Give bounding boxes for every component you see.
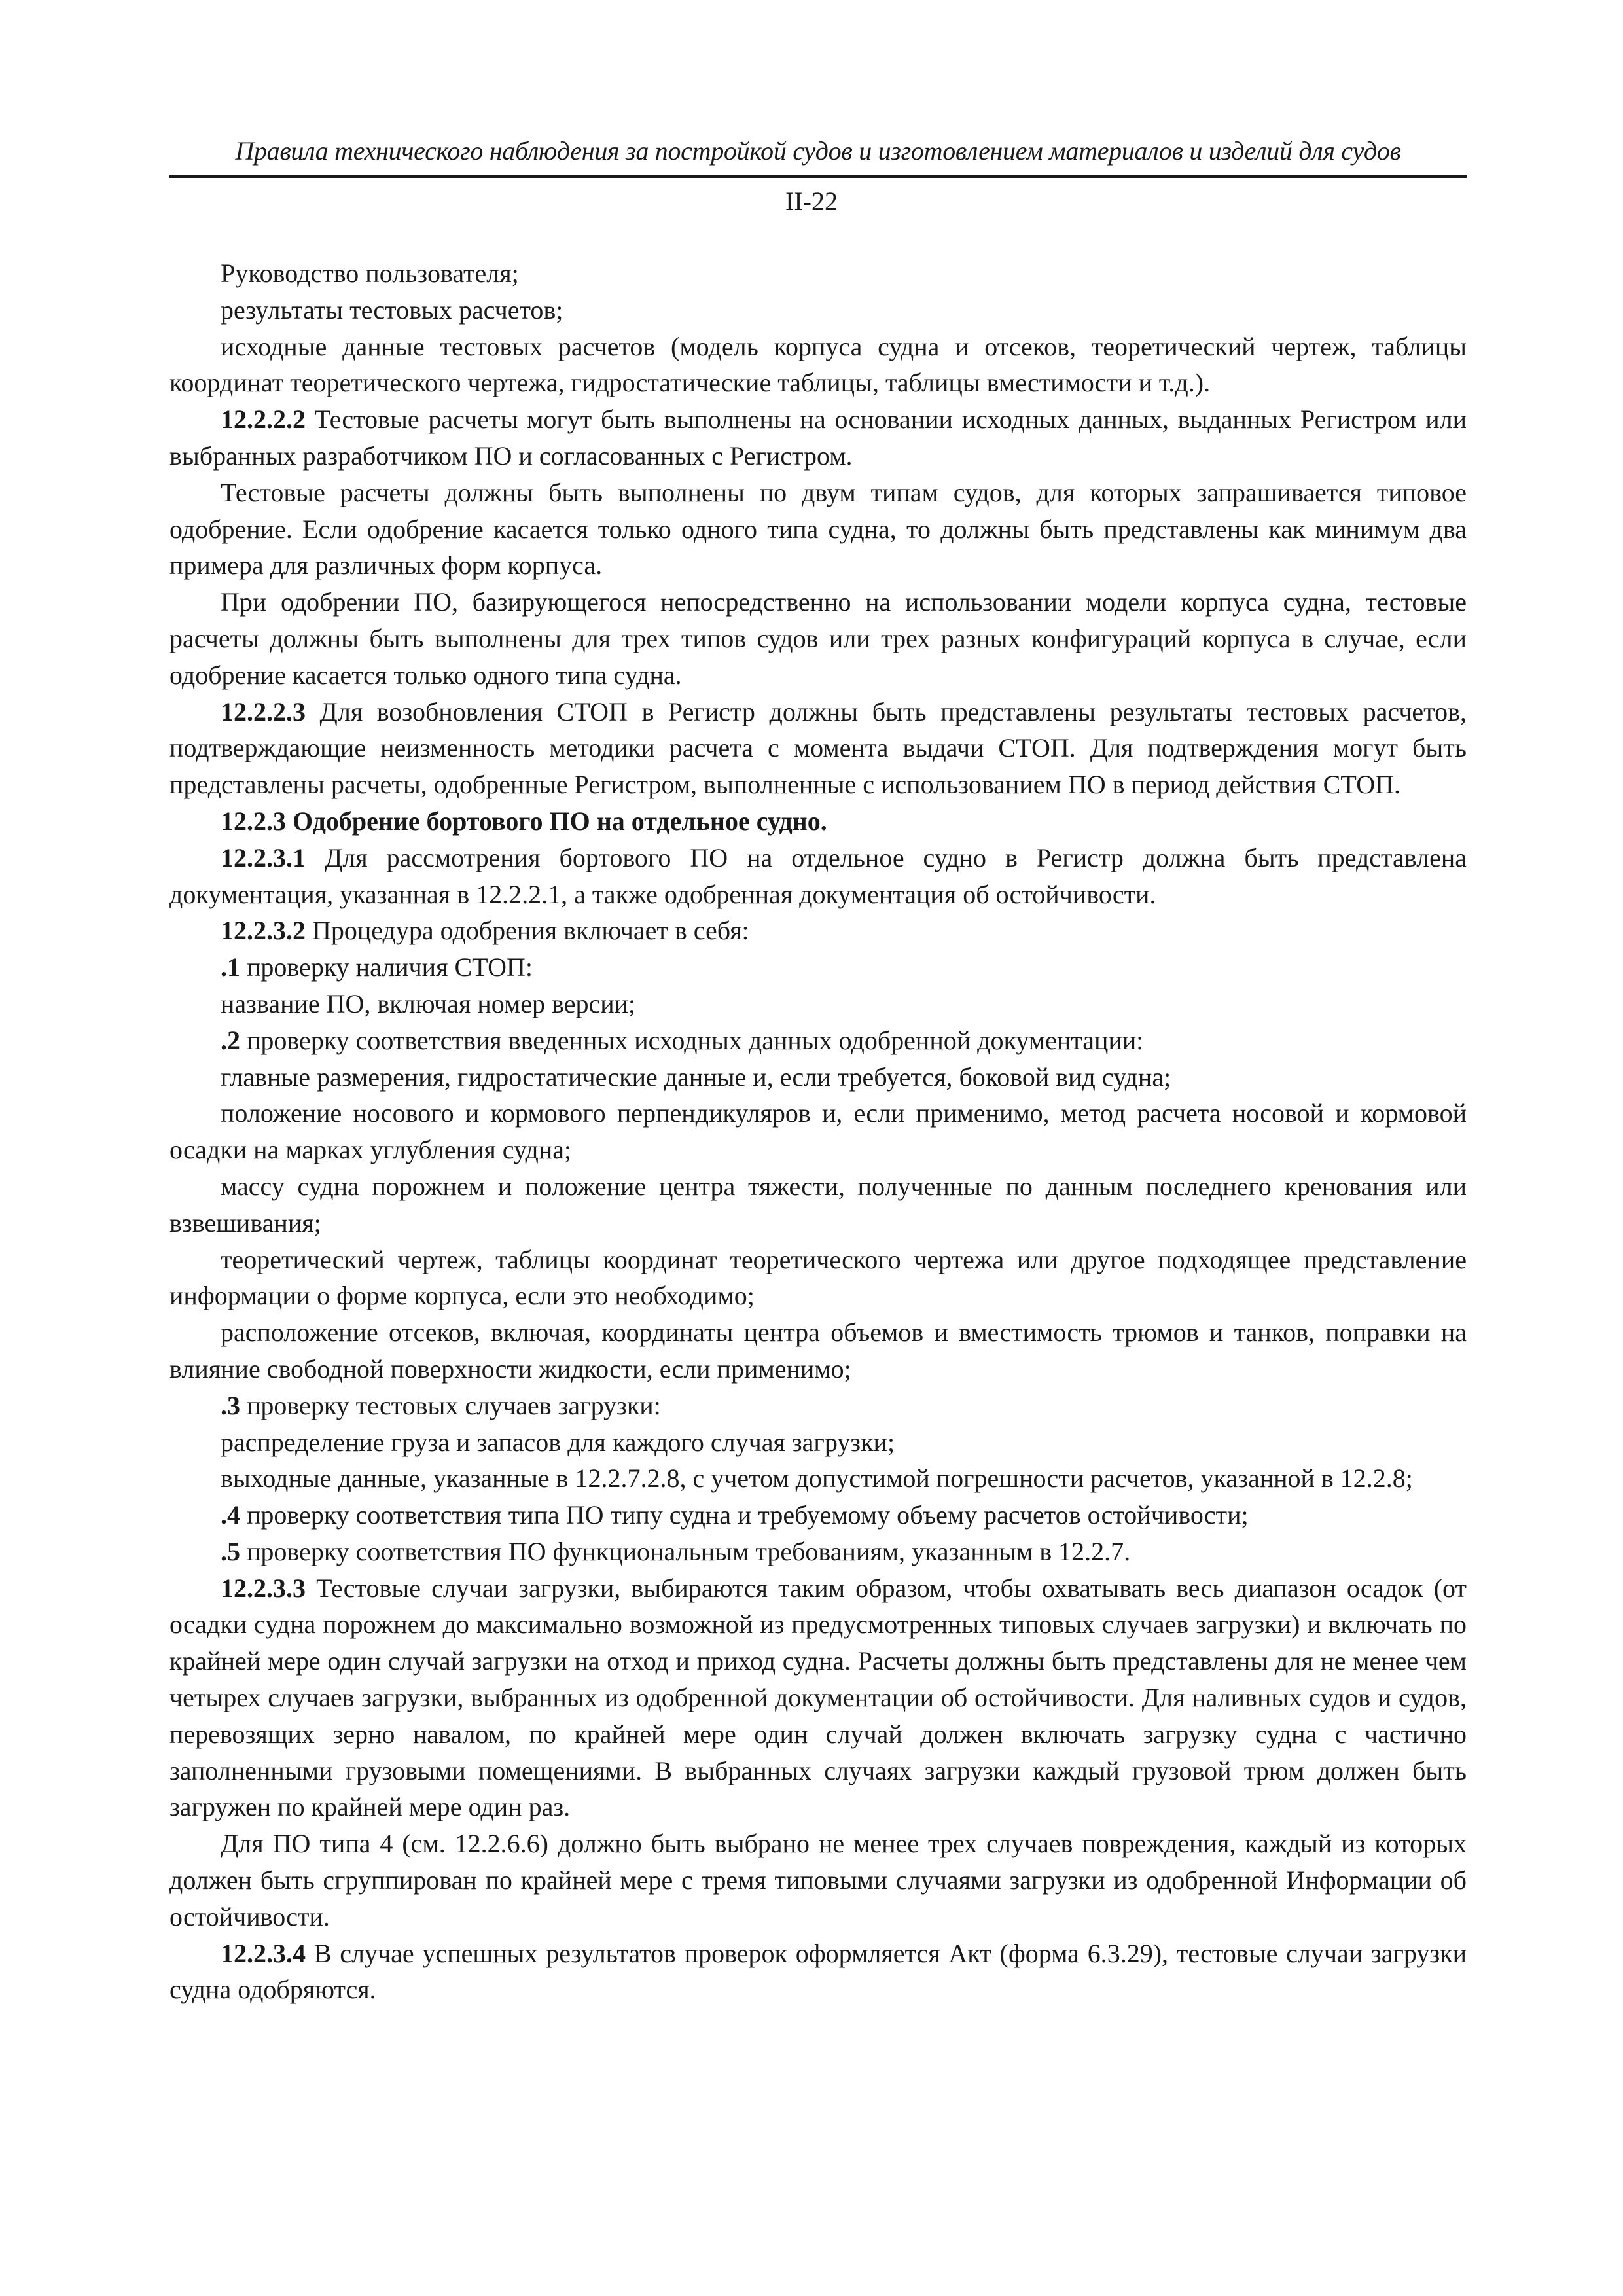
paragraph bbox=[169, 1570, 1467, 1826]
paragraph-text: результаты тестовых расчетов; bbox=[221, 295, 563, 325]
paragraph bbox=[169, 840, 1467, 913]
paragraph-text: В случае успешных результатов проверок оформляется Акт (форма 6.3.29), тестовые случаи загрузки судна одобряются. bbox=[169, 1938, 1467, 2005]
paragraph bbox=[169, 584, 1467, 693]
paragraph-text: Для ПО типа 4 (см. 12.2.6.6) должно быть выбрано не менее трех случаев повреждения, каждый из которых должен быть сгруппирован по крайней мере с тремя типовыми случаями загрузки из одобренной Информации об остойчивости. bbox=[169, 1829, 1467, 1931]
paragraph-text: проверку соответствия ПО функциональным требованиям, указанным в 12.2.7. bbox=[240, 1536, 1131, 1566]
paragraph bbox=[169, 401, 1467, 475]
paragraph bbox=[169, 1095, 1467, 1168]
section-heading bbox=[169, 803, 1467, 840]
paragraph bbox=[169, 1168, 1467, 1242]
list-item bbox=[169, 949, 1467, 986]
paragraph-text: расположение отсеков, включая, координаты центра объемов и вместимость трюмов и танков, поправки на влияние свободной поверхности жидкости, если применимо; bbox=[169, 1318, 1467, 1384]
paragraph bbox=[169, 1242, 1467, 1315]
clause-number: 12.2.3.3 bbox=[221, 1573, 306, 1603]
clause-number: 12.2.3.1 bbox=[221, 842, 306, 872]
paragraph-text: выходные данные, указанные в 12.2.7.2.8, с учетом допустимой погрешности расчетов, указанной в 12.2.8; bbox=[221, 1463, 1413, 1494]
paragraph-text: Процедура одобрения включает в себя: bbox=[306, 916, 749, 946]
paragraph bbox=[169, 255, 1467, 292]
page-number: II-22 bbox=[785, 187, 838, 216]
header-divider bbox=[169, 175, 1467, 178]
paragraph-text: главные размерения, гидростатические данные и, если требуется, боковой вид судна; bbox=[221, 1062, 1171, 1092]
paragraph-text: При одобрении ПО, базирующегося непосредственно на использовании модели корпуса судна, тестовые расчеты должны быть выполнены для трех типов судов или трех разных конфигураций корпуса в случае, если одобрение касается только одного типа судна. bbox=[169, 587, 1467, 690]
paragraph-text: название ПО, включая номер версии; bbox=[221, 988, 636, 1018]
paragraph bbox=[169, 694, 1467, 803]
list-item-number: .3 bbox=[221, 1390, 240, 1420]
paragraph bbox=[169, 1460, 1467, 1497]
paragraph bbox=[169, 912, 1467, 949]
list-item bbox=[169, 1497, 1467, 1534]
section-title: 12.2.3 Одобрение бортового ПО на отдельное судно. bbox=[221, 806, 827, 836]
paragraph-text: Для рассмотрения бортового ПО на отдельное судно в Регистр должна быть представлена документация, указанная в 12.2.2.1, а также одобренная документация об остойчивости. bbox=[169, 842, 1467, 909]
list-item bbox=[169, 1388, 1467, 1424]
list-item-number: .2 bbox=[221, 1025, 240, 1055]
paragraph bbox=[169, 475, 1467, 584]
paragraph bbox=[169, 1424, 1467, 1461]
paragraph bbox=[169, 986, 1467, 1022]
list-item bbox=[169, 1022, 1467, 1059]
clause-number: 12.2.2.3 bbox=[221, 696, 306, 726]
paragraph-text: Тестовые случаи загрузки, выбираются таким образом, чтобы охватывать весь диапазон осадок (от осадки судна порожнем до максимально возможной из предусмотренных типовых случаев загрузки) и включать по крайней мере один случай загрузки на отход и приход судна. Расчеты должны быть представлены для не менее чем четырех случаев загрузки, выбранных из одобренной документации об остойчивости. Для наливных судов и судов, перевозящих зерно навалом, по крайней мере один случай должен включать загрузку судна с частично заполненными грузовыми помещениями. В выбранных случаях загрузки каждый грузовой трюм должен быть загружен по крайней мере один раз. bbox=[169, 1573, 1467, 1822]
paragraph bbox=[169, 329, 1467, 402]
paragraph-text: исходные данные тестовых расчетов (модель корпуса судна и отсеков, теоретический чертеж, таблицы координат теоретического чертежа, гидростатические таблицы, таблицы вместимости и т.д.). bbox=[169, 331, 1467, 398]
body-text bbox=[169, 255, 1467, 2008]
paragraph bbox=[169, 1059, 1467, 1096]
clause-number: 12.2.3.2 bbox=[221, 916, 306, 946]
paragraph-text: проверку тестовых случаев загрузки: bbox=[240, 1390, 661, 1420]
list-item-number: .1 bbox=[221, 952, 240, 982]
paragraph bbox=[169, 292, 1467, 329]
paragraph-text: Тестовые расчеты могут быть выполнены на основании исходных данных, выданных Регистром или выбранных разработчиком ПО и согласованных с Регистром. bbox=[169, 404, 1467, 471]
paragraph-text: проверку соответствия типа ПО типу судна и требуемому объему расчетов остойчивости; bbox=[240, 1500, 1249, 1530]
paragraph-text: теоретический чертеж, таблицы координат теоретического чертежа или другое подходящее представление информации о форме корпуса, если это необходимо; bbox=[169, 1244, 1467, 1311]
paragraph bbox=[169, 1935, 1467, 2009]
paragraph-text: Тестовые расчеты должны быть выполнены по двум типам судов, для которых запрашивается типовое одобрение. Если одобрение касается только одного типа судна, то должны быть представлены как минимум два примера для различных форм корпуса. bbox=[169, 477, 1467, 581]
paragraph-text: массу судна порожнем и положение центра тяжести, полученные по данным последнего кренования или взвешивания; bbox=[169, 1171, 1467, 1238]
paragraph-text: проверку наличия СТОП: bbox=[240, 952, 533, 982]
list-item-number: .4 bbox=[221, 1500, 240, 1530]
paragraph-text: проверку соответствия введенных исходных данных одобренной документации: bbox=[240, 1025, 1144, 1055]
paragraph-text: Руководство пользователя; bbox=[221, 259, 519, 288]
clause-number: 12.2.2.2 bbox=[221, 404, 306, 435]
paragraph bbox=[169, 1825, 1467, 1935]
clause-number: 12.2.3.4 bbox=[221, 1938, 306, 1968]
paragraph-text: положение носового и кормового перпендикуляров и, если применимо, метод расчета носовой и кормовой осадки на марках углубления судна; bbox=[169, 1098, 1467, 1165]
list-item bbox=[169, 1534, 1467, 1570]
paragraph-text: распределение груза и запасов для каждого случая загрузки; bbox=[221, 1427, 895, 1457]
paragraph bbox=[169, 1314, 1467, 1388]
list-item-number: .5 bbox=[221, 1536, 240, 1566]
paragraph-text: Для возобновления СТОП в Регистр должны быть представлены результаты тестовых расчетов, подтверждающие неизменность методики расчета с момента выдачи СТОП. Для подтверждения могут быть представлены расчеты, одобренные Регистром, выполненные с использованием ПО в период действия СТОП. bbox=[169, 696, 1467, 800]
running-header: Правила технического наблюдения за постройкой судов и изготовлением материалов и изделий для судов bbox=[235, 136, 1401, 166]
